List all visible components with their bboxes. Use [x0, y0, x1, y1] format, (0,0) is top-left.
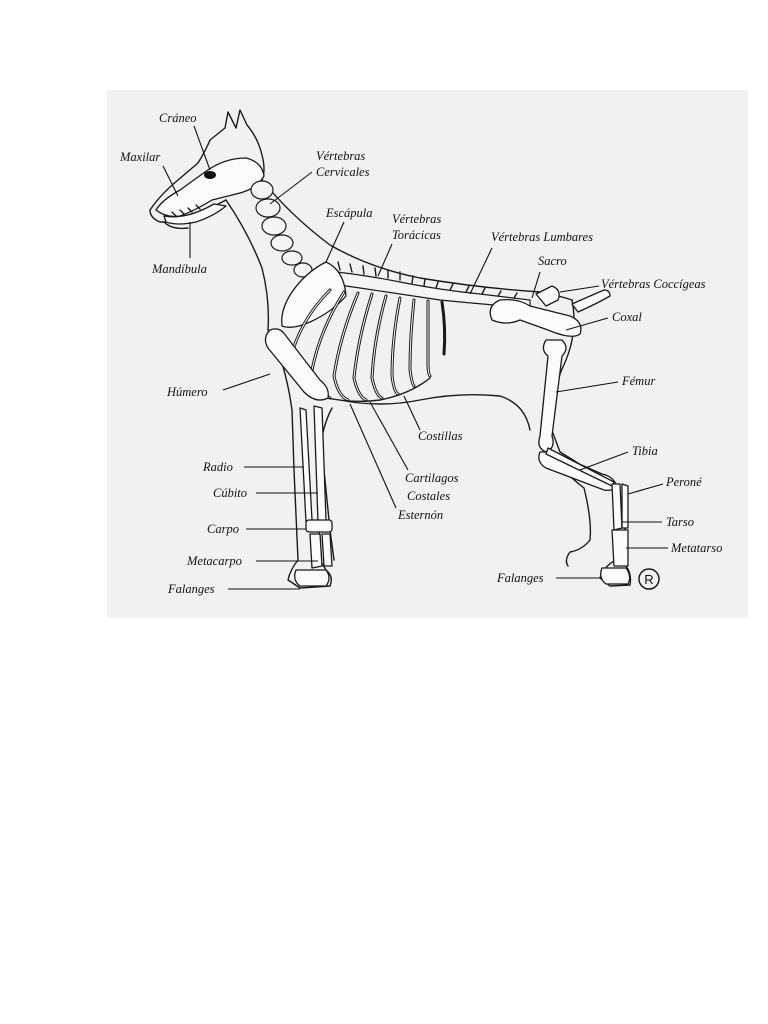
leader-esternon: [350, 404, 396, 508]
tibia: [539, 452, 616, 490]
scapula: [282, 262, 346, 327]
label-tibia: Tibia: [632, 444, 658, 458]
leader-cartilagos: [370, 402, 408, 470]
registered-mark: [639, 569, 659, 589]
label-cubito: Cúbito: [213, 486, 248, 500]
label-cartilagos-2: Costales: [407, 489, 451, 503]
leader-tibia: [580, 452, 628, 470]
label-craneo: Cráneo: [159, 111, 197, 125]
label-mandibula: Mandíbula: [152, 262, 207, 276]
label-esternon: Esternón: [398, 508, 444, 522]
label-vertebras-lumbares: Vértebras Lumbares: [491, 230, 593, 244]
registered-mark-letter: R: [644, 572, 654, 587]
leader-escapula: [326, 222, 344, 262]
sacrum: [536, 286, 559, 306]
coccygeal-vertebrae: [572, 290, 610, 312]
label-femur: Fémur: [622, 374, 656, 388]
leader-femur: [556, 382, 618, 392]
label-sacro: Sacro: [538, 254, 567, 268]
femur: [539, 340, 566, 452]
label-falanges-front: Falanges: [168, 582, 215, 596]
hind-leg-bones: [490, 286, 629, 584]
leader-craneo: [194, 126, 210, 170]
label-vertebras-coccigeas: Vértebras Coccígeas: [601, 277, 706, 291]
leader-vertebras-cervicales: [270, 172, 312, 204]
label-costillas: Costillas: [418, 429, 463, 443]
label-vertebras-toracicas-1: Vértebras: [392, 212, 442, 226]
leader-perone: [628, 484, 663, 494]
leader-vertebras-coccigeas: [560, 286, 599, 292]
leader-humero: [223, 374, 270, 390]
label-coxal: Coxal: [612, 310, 642, 324]
label-maxilar: Maxilar: [120, 150, 161, 164]
eye-orbit: [204, 171, 216, 179]
label-carpo: Carpo: [207, 522, 239, 536]
label-metacarpo: Metacarpo: [187, 554, 242, 568]
label-perone: Peroné: [666, 475, 702, 489]
skull: [156, 158, 264, 224]
front-leg-bones: [265, 329, 332, 586]
label-falanges-hind: Falanges: [497, 571, 544, 585]
label-vertebras-toracicas-2: Torácicas: [392, 228, 441, 242]
label-humero: Húmero: [167, 385, 208, 399]
label-metatarso: Metatarso: [671, 541, 723, 555]
label-tarso: Tarso: [666, 515, 695, 529]
label-vertebras-cervicales-2: Cervicales: [316, 165, 370, 179]
label-vertebras-cervicales-1: Vértebras: [316, 149, 366, 163]
coxal: [490, 300, 581, 337]
label-radio: Radio: [203, 460, 233, 474]
label-escapula: Escápula: [326, 206, 373, 220]
label-cartilagos-1: Cartilagos: [405, 471, 459, 485]
